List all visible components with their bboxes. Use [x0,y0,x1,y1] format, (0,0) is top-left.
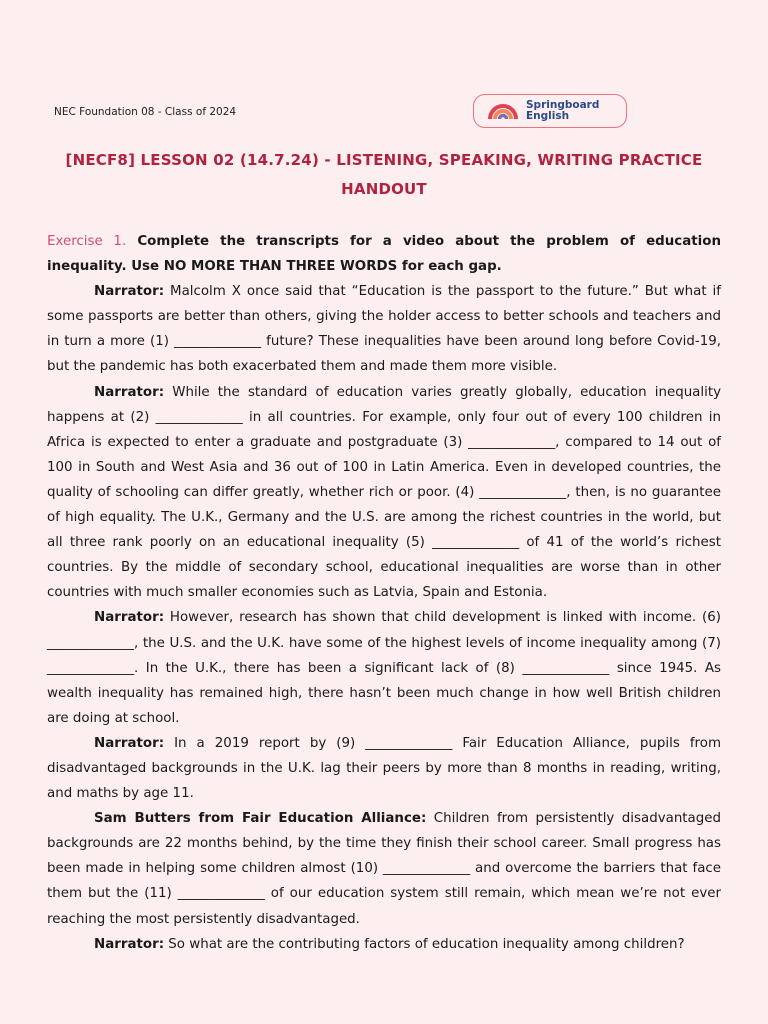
page-title-line2: HANDOUT [341,180,427,198]
speaker-label: Narrator: [94,936,165,952]
logo-text-line1: Springboard [526,99,600,111]
springboard-logo [473,94,627,128]
transcript-paragraph-5 [47,806,721,931]
header-class-label: NEC Foundation 08 - Class of 2024 [54,106,237,118]
speaker-label: Narrator: [94,284,165,300]
speaker-label: Narrator: [94,610,165,626]
paragraph-text: Children from persistently disadvantaged backgrounds are 22 months behind, by the time they finish their school career. Small progress has been made in helping some children almost (10) _____________ and overcome the barriers that face them but the (11) _____________ of our education system still remain, which mean we’re not ever reaching the most persistently disadvantaged. [47,811,722,927]
paragraph-text: However, research has shown that child development is linked with income. (6) _____________, the U.S. and the U.K. have some of the highest levels of income inequality among (7) _____________. In the U.K., there has been a significant lack of (8) _____________ since 1945. As wealth inequality has remained high, there hasn’t been much change in how well British children are doing at school. [47,610,721,726]
rainbow-logo-icon [488,102,518,120]
speaker-label: Sam Butters from Fair Education Alliance: [94,811,427,827]
speaker-label: Narrator: [94,384,165,400]
transcript-paragraph-6 [47,932,721,957]
paragraph-text: In a 2019 report by (9) _____________ Fair Education Alliance, pupils from disadvantaged backgrounds in the U.K. lag their peers by more than 8 months in reading, writing, and maths by age 11. [47,735,721,802]
exercise-label: Exercise 1. [47,234,127,249]
transcript-paragraph-2 [47,380,721,606]
paragraph-text: While the standard of education varies greatly globally, education inequality happens at (2) _____________ in all countries. For example, only four out of every 100 children in Africa is expected to enter a graduate and postgraduate (3) _____________, compared to 14 out of 100 in South and West Asia and 36 out of 100 in Latin America. Even in developed countries, the quality of schooling can differ greatly, whether rich or poor. (4) _____________, then, is no guarantee of high equality. The U.K., Germany and the U.S. are among the richest countries in the world, but all three rank poorly on an educational inequality (5) _____________ of 41 of the world’s richest countries. By the middle of secondary school, educational inequalities are worse than in other countries with much smaller economies such as Latvia, Spain and Estonia. [47,384,721,601]
speaker-label: Narrator: [94,735,165,751]
page-title-line1: [NECF8] LESSON 02 (14.7.24) - LISTENING, SPEAKING, WRITING PRACTICE [65,151,703,169]
exercise-instructions [47,229,721,279]
logo-text-line2: English [526,110,570,122]
transcript-paragraph-4 [47,731,721,806]
transcript-paragraph-3 [47,605,721,730]
exercise-instruction-text: Complete the transcripts for a video about the problem of education inequality. Use NO MORE THAN THREE WORDS for each gap. [47,234,721,275]
paragraph-text: Malcolm X once said that “Education is the passport to the future.” But what if some passports are better than others, giving the holder access to better schools and teachers and in turn a more (1) _____________ future? These inequalities have been around long before Covid-19, but the pandemic has both exacerbated them and made them more visible. [47,284,721,375]
paragraph-text: So what are the contributing factors of education inequality among children? [164,936,685,952]
logo-text [526,100,599,122]
page-title [30,146,738,204]
transcript-paragraph-1 [47,279,721,379]
handout-body [47,229,721,957]
